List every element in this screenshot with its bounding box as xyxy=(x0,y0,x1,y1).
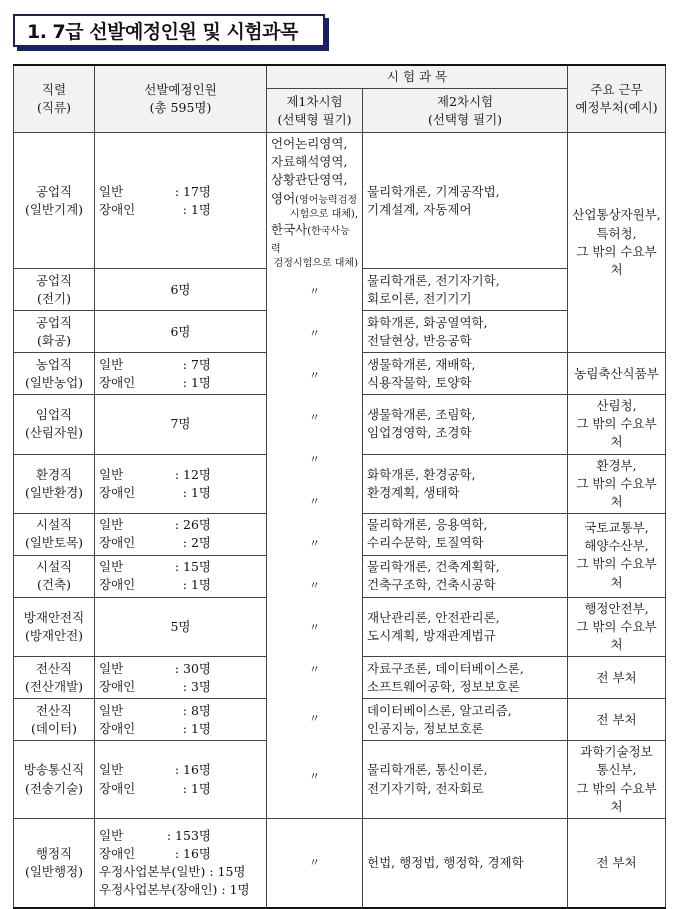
header-exam1: 제1차시험 (선택형 필기) xyxy=(267,89,363,133)
recruitment-table xyxy=(13,64,666,909)
first-exam-cell: 언어논리영역, 자료해석영역, 상황관단영역, 영어(영어능력검정 시험으로 대체), 한국사(한국사능력 검정시험으로 대체) 〃 〃 〃 〃 〃 〃 〃 〃 〃 〃 〃 〃 xyxy=(267,133,363,819)
table-row: 공업직 (전기) 6명 물리학개론, 전기자기학, 회로이론, 전기기기 xyxy=(14,269,666,311)
quota-cell: 6명 xyxy=(95,269,267,311)
dept-cell-industry: 산업통상자원부, 특허청, 그 밖의 수요부처 xyxy=(568,133,666,353)
table-row xyxy=(14,133,666,269)
table-row: 시설직 (일반토목) 일반 : 26명 장애인 : 2명 물리학개론, 응용역학, 수리수문학, 토질역학 국토교통부, 해양수산부, 그 밖의 수요부처 xyxy=(14,513,666,555)
table-row: 환경직 (일반환경) 일반 : 12명 장애인 : 1명 화학개론, 환경공학, 환경계획, 생태학 환경부, 그 밖의 수요부처 xyxy=(14,454,666,513)
table-row: 공업직 (화공) 6명 화학개론, 화공열역학, 전달현상, 반응공학 xyxy=(14,311,666,353)
table-row: 농업직 (일반농업) 일반 : 7명 장애인 : 1명 생물학개론, 재배학, 식용작물학, 토양학 농림축산식품부 xyxy=(14,353,666,395)
table-row: 전산직 (전산개발) 일반 : 30명 장애인 : 3명 자료구조론, 데이터베이스론, 소프트웨어공학, 정보보호론 전 부처 xyxy=(14,657,666,699)
header-exam2: 제2차시험 (선택형 필기) xyxy=(363,89,568,133)
table-row: 방송통신직 (전송기술) 일반 : 16명 장애인 : 1명 물리학개론, 통신이론, 전기자기학, 전자회로 과학기술정보 통신부, 그 밖의 수요부처 xyxy=(14,741,666,819)
table-row: 시설직 (건축) 일반 : 15명 장애인 : 1명 물리학개론, 건축계획학, 건축구조학, 건축시공학 xyxy=(14,555,666,597)
job-cell: 공업직 (일반기계) xyxy=(14,133,95,269)
section-title: 1. 7급 선발예정인원 및 시험과목 xyxy=(27,21,298,43)
second-exam-cell: 물리학개론, 기계공작법, 기계설계, 자동제어 xyxy=(363,133,568,269)
dept-cell-infra: 국토교통부, 해양수산부, 그 밖의 수요부처 xyxy=(568,513,666,597)
table-row: 방재안전직 (방재안전) 5명 재난관리론, 안전관리론, 도시계획, 방재관계법규 행정안전부, 그 밖의 수요부처 xyxy=(14,597,666,656)
section-title-box xyxy=(13,14,325,47)
table-row: 행정직 (일반행정) 일반 : 153명 장애인 : 16명 우정사업본부(일반) : 15명 우정사업본부(장애인) : 1명 〃 헌법, 행정법, 행정학, 경제학 전 부처 xyxy=(14,818,666,908)
table-row: 임업직 (산림자원) 7명 생물학개론, 조림학, 임업경영학, 조경학 산림청, 그 밖의 수요부처 xyxy=(14,395,666,454)
header-job: 직렬 (직류) xyxy=(14,65,95,133)
quota-cell: 일반 : 17명 장애인 : 1명 xyxy=(95,133,267,269)
quota-cell: 6명 xyxy=(95,311,267,353)
header-dept: 주요 근무 예정부처(예시) xyxy=(568,65,666,133)
header-exam-subjects: 시 험 과 목 xyxy=(267,65,568,89)
header-quota: 선발예정인원 (총 595명) xyxy=(95,65,267,133)
table-row: 전산직 (데이터) 일반 : 8명 장애인 : 1명 데이터베이스론, 알고리즘, 인공지능, 정보보호론 전 부처 xyxy=(14,699,666,741)
